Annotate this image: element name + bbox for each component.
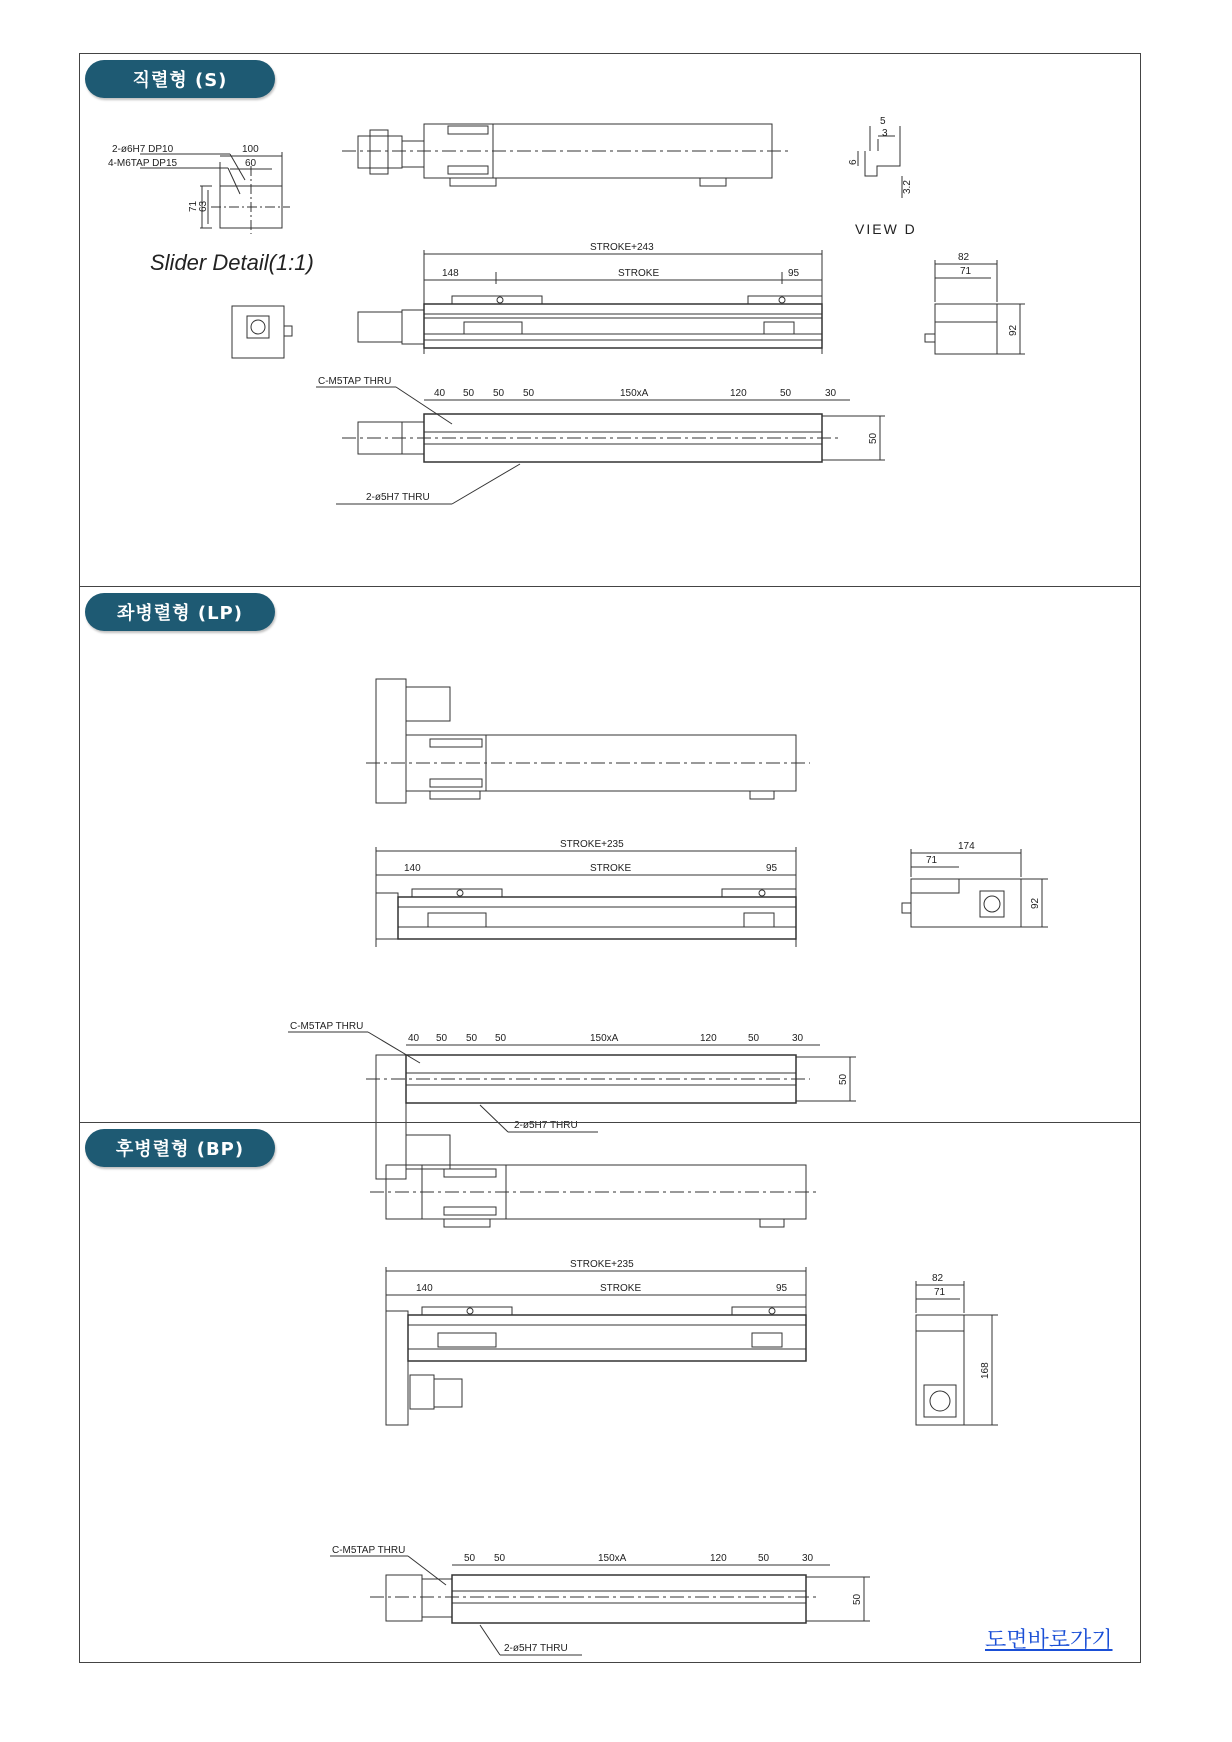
slider-dim-71: 71 bbox=[188, 200, 199, 212]
serial-side-right: 95 bbox=[788, 268, 800, 279]
serial-dim-5: 120 bbox=[730, 388, 747, 399]
section-title-left-parallel: 좌병렬형 (LP) bbox=[85, 593, 275, 631]
slider-caption: Slider Detail(1:1) bbox=[150, 250, 314, 275]
bp-top-view bbox=[370, 1165, 820, 1227]
serial-side-total: STROKE+243 bbox=[590, 242, 654, 253]
serial-end-view bbox=[925, 252, 1025, 354]
section-back-parallel bbox=[80, 1122, 1140, 1662]
serial-side-middle: STROKE bbox=[618, 268, 660, 279]
bp-end-view bbox=[916, 1273, 998, 1425]
bp-pin-label: 2-ø5H7 THRU bbox=[504, 1643, 568, 1654]
bp-dim-1: 50 bbox=[494, 1553, 506, 1564]
bp-dim-0: 50 bbox=[464, 1553, 476, 1564]
serial-end-82: 82 bbox=[958, 252, 970, 263]
serial-drawing bbox=[80, 54, 1140, 586]
bp-side-right: 95 bbox=[776, 1283, 788, 1294]
section-title-back-parallel: 후병렬형 (BP) bbox=[85, 1129, 275, 1167]
lp-dim-3: 50 bbox=[495, 1033, 507, 1044]
serial-dim-4: 150xA bbox=[620, 388, 649, 399]
serial-bottom-side-dim: 50 bbox=[868, 432, 879, 444]
lp-dim-5: 120 bbox=[700, 1033, 717, 1044]
serial-end-92: 92 bbox=[1008, 324, 1019, 336]
lp-side-total: STROKE+235 bbox=[560, 839, 624, 850]
bp-side-left: 140 bbox=[416, 1283, 433, 1294]
bp-end-82: 82 bbox=[932, 1273, 944, 1284]
lp-end-view bbox=[902, 841, 1048, 927]
serial-dim-6: 50 bbox=[780, 388, 792, 399]
lp-dim-7: 30 bbox=[792, 1033, 804, 1044]
back-parallel-drawing bbox=[80, 1123, 1140, 1663]
bp-dim-3: 120 bbox=[710, 1553, 727, 1564]
bp-side-total: STROKE+235 bbox=[570, 1259, 634, 1270]
lp-top-view bbox=[366, 679, 810, 803]
bp-tap-label: C-M5TAP THRU bbox=[332, 1545, 406, 1556]
viewd-dim-5: 5 bbox=[880, 116, 886, 127]
serial-dim-0: 40 bbox=[434, 388, 446, 399]
lp-end-174: 174 bbox=[958, 841, 975, 852]
view-d bbox=[848, 116, 917, 237]
viewd-dim-3: 3 bbox=[882, 128, 888, 139]
serial-top-view bbox=[342, 124, 790, 186]
slider-label-2: 4-M6TAP DP15 bbox=[108, 158, 178, 169]
lp-tap-label: C-M5TAP THRU bbox=[290, 1021, 364, 1032]
serial-tap-label: C-M5TAP THRU bbox=[318, 376, 392, 387]
bp-dim-4: 50 bbox=[758, 1553, 770, 1564]
viewd-dim-32: 3.2 bbox=[902, 180, 913, 194]
serial-dim-3: 50 bbox=[523, 388, 535, 399]
section-serial bbox=[80, 54, 1140, 586]
serial-side-left: 148 bbox=[442, 268, 459, 279]
lp-dim-0: 40 bbox=[408, 1033, 420, 1044]
lp-dim-2: 50 bbox=[466, 1033, 478, 1044]
lp-pin-label: 2-ø5H7 THRU bbox=[514, 1120, 578, 1131]
lp-side-view bbox=[376, 839, 796, 947]
serial-dim-1: 50 bbox=[463, 388, 475, 399]
section-title-serial: 직렬형 (S) bbox=[85, 60, 275, 98]
bp-dim-5: 30 bbox=[802, 1553, 814, 1564]
lp-dim-6: 50 bbox=[748, 1033, 760, 1044]
lp-side-middle: STROKE bbox=[590, 863, 632, 874]
viewd-dim-6: 6 bbox=[848, 159, 859, 165]
bp-bottom-side-dim: 50 bbox=[852, 1593, 863, 1605]
bp-end-168: 168 bbox=[980, 1362, 991, 1379]
slider-dim-63: 63 bbox=[198, 200, 209, 212]
serial-side-view bbox=[358, 242, 822, 354]
left-parallel-drawing bbox=[80, 587, 1140, 1131]
serial-pin-label: 2-ø5H7 THRU bbox=[366, 492, 430, 503]
serial-dim-2: 50 bbox=[493, 388, 505, 399]
drawing-frame bbox=[79, 53, 1141, 1663]
lp-end-71: 71 bbox=[926, 855, 938, 866]
lp-bottom-side-dim: 50 bbox=[838, 1073, 849, 1085]
serial-dim-7: 30 bbox=[825, 388, 837, 399]
slider-detail bbox=[108, 144, 314, 358]
viewd-label: VIEW D bbox=[855, 221, 917, 237]
bp-side-middle: STROKE bbox=[600, 1283, 642, 1294]
bp-bottom-view bbox=[330, 1545, 870, 1655]
bp-end-71: 71 bbox=[934, 1287, 946, 1298]
lp-dim-4: 150xA bbox=[590, 1033, 619, 1044]
lp-end-92: 92 bbox=[1030, 897, 1041, 909]
lp-side-right: 95 bbox=[766, 863, 778, 874]
lp-dim-1: 50 bbox=[436, 1033, 448, 1044]
section-left-parallel bbox=[80, 586, 1140, 1131]
slider-dim-100: 100 bbox=[242, 144, 259, 155]
goto-drawing-link[interactable]: 도면바로가기 bbox=[985, 1628, 1113, 1653]
serial-bottom-view bbox=[316, 376, 885, 504]
slider-dim-60: 60 bbox=[245, 158, 257, 169]
lp-side-left: 140 bbox=[404, 863, 421, 874]
serial-end-71: 71 bbox=[960, 266, 972, 277]
bp-dim-2: 150xA bbox=[598, 1553, 627, 1564]
bp-side-view bbox=[386, 1259, 806, 1425]
slider-label-1: 2-ø6H7 DP10 bbox=[112, 144, 174, 155]
